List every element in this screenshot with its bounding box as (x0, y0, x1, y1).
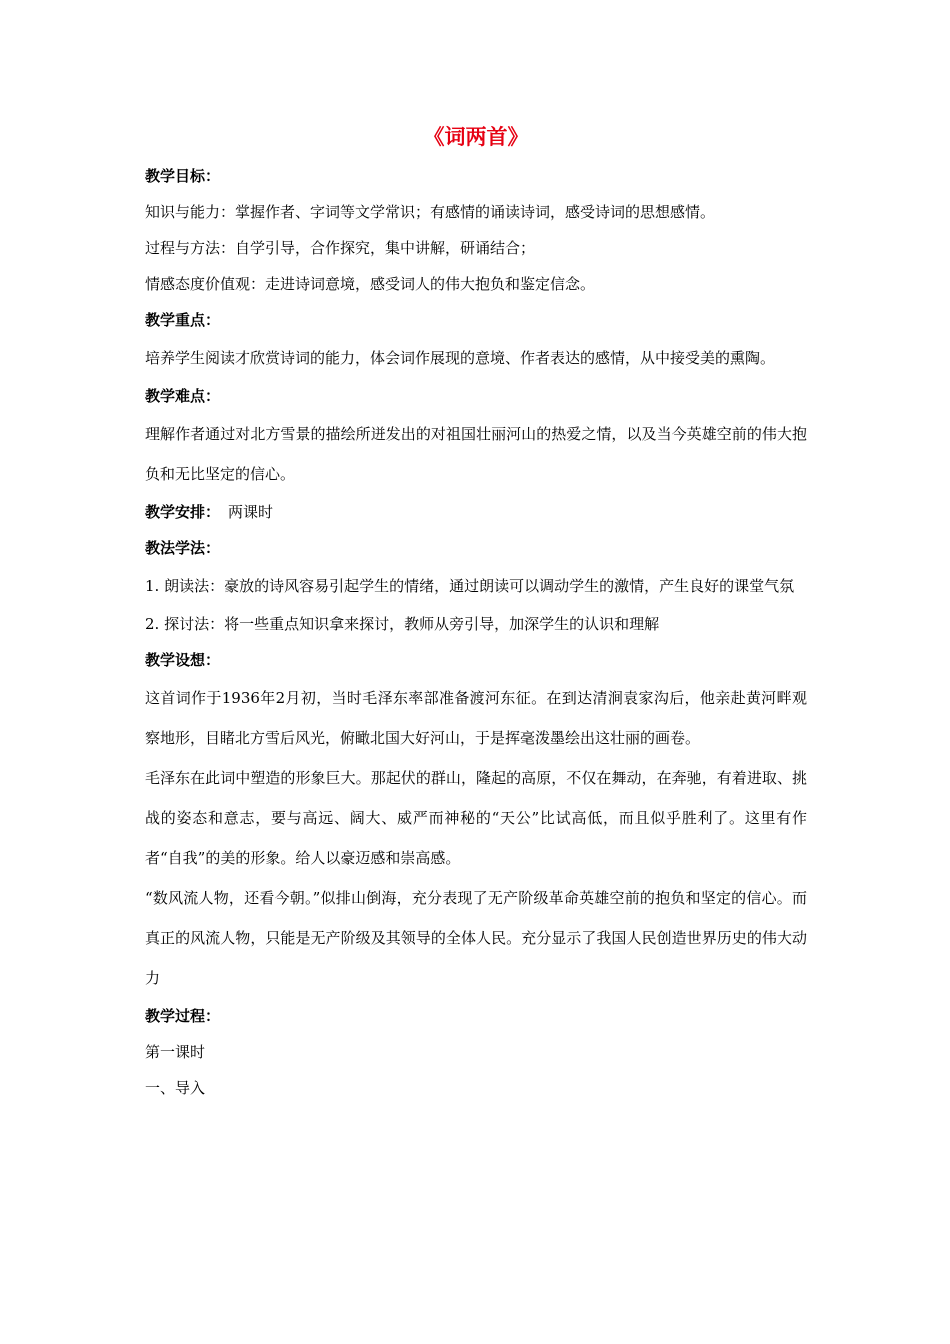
heading-key-points: 教学重点： (145, 311, 221, 329)
process-intro: 一、导入 (145, 1079, 206, 1097)
heading-schedule: 教学安排： (145, 503, 221, 521)
objective-knowledge: 知识与能力：掌握作者、字词等文学常识；有感情的诵读诗词，感受诗词的思想感情。 (145, 203, 716, 221)
ideas-paragraph-imagery: 毛泽东在此词中塑造的形象巨大。那起伏的群山，隆起的高原，不仅在舞动，在奔驰，有着进取、挑战的姿态和意志，要与高远、阔大、威严而神秘的“天公”比试高低，而且似乎胜利了。这里有作者“自我”的美的形象。给人以豪迈感和崇高感。 (145, 769, 807, 867)
difficulties-text: 理解作者通过对北方雪景的描绘所迸发出的对祖国壮丽河山的热爱之情，以及当今英雄空前的伟大抱负和无比坚定的信心。 (145, 425, 807, 483)
process-lesson-one: 第一课时 (145, 1043, 206, 1061)
schedule-value: 两课时 (228, 503, 274, 521)
objective-emotion: 情感态度价值观：走进诗词意境，感受词人的伟大抱负和鉴定信念。 (145, 275, 596, 293)
ideas-paragraph-heroes: “数风流人物，还看今朝。”似排山倒海，充分表现了无产阶级革命英雄空前的抱负和坚定的信心。而真正的风流人物，只能是无产阶级及其领导的全体人民。充分显示了我国人民创造世界历史的伟大动力 (145, 889, 807, 987)
method-item-reading: 1. 朗读法：豪放的诗风容易引起学生的情绪，通过朗读可以调动学生的激情，产生良好的课堂气氛 (145, 577, 795, 595)
heading-objectives: 教学目标： (145, 167, 221, 185)
ideas-paragraph-background: 这首词作于1936年2月初，当时毛泽东率部准备渡河东征。在到达清涧袁家沟后，他亲赴黄河畔观察地形，目睹北方雪后风光，俯瞰北国大好河山，于是挥毫泼墨绘出这壮丽的画卷。 (145, 689, 807, 747)
heading-difficulties: 教学难点： (145, 387, 221, 405)
heading-methods: 教法学法： (145, 539, 221, 557)
schedule-row (145, 494, 807, 530)
document-page (145, 118, 807, 1106)
key-points-text: 培养学生阅读才欣赏诗词的能力，体会词作展现的意境、作者表达的感情，从中接受美的熏陶。 (145, 349, 776, 367)
document-title: 《词两首》 (423, 124, 529, 149)
heading-process: 教学过程： (145, 1007, 221, 1025)
heading-ideas: 教学设想： (145, 651, 221, 669)
method-item-discussion: 2. 探讨法：将一些重点知识拿来探讨，教师从旁引导，加深学生的认识和理解 (145, 615, 660, 633)
objective-process: 过程与方法：自学引导，合作探究，集中讲解，研诵结合； (145, 239, 536, 257)
